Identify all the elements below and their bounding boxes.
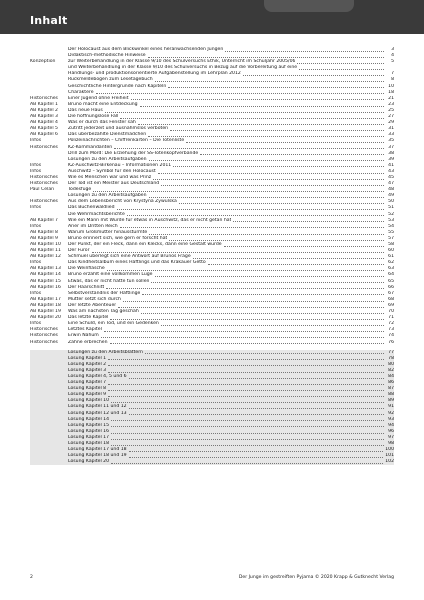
- toc-leader-dots: [161, 325, 384, 326]
- toc-entry-title: Lösung Kapitel 12 und 13: [68, 410, 127, 416]
- toc-entry-title: Lösung Kapitel 3: [68, 367, 107, 373]
- toc-entry-page: 98: [388, 441, 394, 446]
- toc-entry-label: Historisches: [30, 199, 58, 205]
- toc-entry-label: AB Kapitel 9: [30, 235, 58, 241]
- toc-leader-dots: [153, 179, 384, 180]
- toc-leader-dots: [111, 463, 383, 464]
- toc-entry-page: 78: [388, 355, 394, 361]
- toc-entry-title: Todesfuge: [68, 187, 92, 193]
- toc-entry-page: 48: [388, 187, 394, 193]
- toc-leader-dots: [111, 420, 384, 421]
- toc-entry-page: 63: [388, 266, 394, 272]
- toc-leader-dots: [155, 276, 385, 277]
- toc-entry-title: Lösung Kapitel 1: [68, 355, 107, 361]
- toc-entry-label: Infos: [30, 162, 42, 168]
- toc-entry-label: AB Kapitel 20: [30, 315, 61, 321]
- toc-entry-page: 97: [388, 434, 394, 440]
- toc-entry-page: 52: [388, 211, 394, 217]
- toc-entry-title: Lösung Kapitel 4, 5 und 6: [68, 373, 127, 379]
- toc-leader-dots: [141, 313, 384, 314]
- toc-entry-page: 35: [388, 138, 394, 144]
- toc-entry-page: 94: [388, 422, 394, 428]
- toc-entry-title: Drill zum Mord: Die Erziehung der SS-Totenkopfverbände: [68, 150, 199, 156]
- toc-leader-dots: [129, 378, 384, 379]
- toc-entry-page: 92: [388, 410, 394, 416]
- toc-leader-dots: [233, 221, 384, 222]
- toc-entry-title: Das letzte Kapitel: [68, 315, 109, 321]
- toc-entry-title: Lösungen zu den Arbeitsblättern: [68, 349, 143, 355]
- toc-entry-title: Lösung Kapitel 7: [68, 380, 107, 386]
- toc-leader-dots: [149, 197, 385, 198]
- toc-leader-dots: [101, 337, 384, 338]
- toc-entry-title: Lösung Kapitel 10: [68, 398, 110, 404]
- toc-entry-page: 71: [388, 315, 394, 321]
- toc-leader-dots: [117, 209, 384, 210]
- toc-entry-page: 10: [388, 83, 394, 89]
- toc-entry-page: 96: [388, 428, 394, 434]
- toc-entry-page: 73: [388, 327, 394, 333]
- toc-entry[interactable]: [30, 459, 394, 465]
- toc-entry-page: 51: [388, 205, 394, 211]
- toc-entry-title: Das Kindheitsalbum eines Häftlings und das Krakauer Getto: [68, 260, 206, 266]
- toc-entry-title: Lösung Kapitel 14: [68, 416, 110, 422]
- toc-leader-dots: [224, 246, 384, 247]
- toc-leader-dots: [149, 234, 384, 235]
- toc-leader-dots: [111, 439, 384, 440]
- toc-leader-dots: [131, 99, 385, 100]
- toc-entry-title: Etwas, das er nicht hätte tun sollen: [68, 278, 150, 284]
- toc-entry-page: 101: [385, 453, 394, 459]
- toc-entry-title: Erwin Nahum: [68, 333, 99, 339]
- toc-leader-dots: [123, 301, 384, 302]
- toc-leader-dots: [118, 307, 384, 308]
- toc-entry-page: 100: [385, 447, 394, 453]
- toc-entry-label: AB Kapitel 12: [30, 254, 61, 260]
- toc-leader-dots: [114, 148, 384, 149]
- toc-entry-label: Historisches: [30, 339, 58, 345]
- toc-entry-page: 69: [388, 302, 394, 308]
- toc-entry-page: 21: [388, 95, 394, 101]
- toc-leader-dots: [186, 142, 384, 143]
- toc-entry-page: 3: [391, 47, 394, 52]
- toc-entry-label: Infos: [30, 321, 42, 327]
- toc-entry-label: AB Kapitel 17: [30, 296, 61, 302]
- toc-entry-title: Bruno erzählt eine vollkommen Lüge: [68, 272, 153, 278]
- toc-entry-page: 61: [388, 254, 394, 260]
- toc-entry-page: 87: [388, 386, 394, 392]
- toc-entry-title: Lösung Kapitel 18 und 19: [68, 453, 127, 459]
- toc-entry-title: Einer Jugend ohne Freiheit: [68, 95, 129, 101]
- toc-entry-label: AB Kapitel 10: [30, 242, 61, 247]
- toc-entry-page: 70: [388, 309, 394, 315]
- toc-entry-title: Eine Schuld, ein Tod, und ein Gedenken: [68, 321, 159, 327]
- toc-entry-page: 53: [388, 217, 394, 223]
- toc-entry-title: Lösung Kapitel 9: [68, 392, 107, 398]
- toc-entry-label: Infos: [30, 290, 42, 296]
- toc-leader-dots: [110, 319, 384, 320]
- toc-entry-label: Infos: [30, 205, 42, 211]
- toc-entry-title: KZ-Kommandanten: [68, 144, 113, 150]
- toc-leader-dots: [108, 396, 384, 397]
- toc-entry-label: AB Kapitel 15: [30, 278, 61, 284]
- toc-leader-dots: [149, 160, 385, 161]
- toc-entry-title: Selbstverständnis der Häftlinge: [68, 290, 141, 296]
- toc-entry-label: Historisches: [30, 144, 58, 150]
- toc-entry-title: Das Buchenwaldlied: [68, 205, 115, 211]
- toc-leader-dots: [243, 75, 384, 76]
- toc-entry-page: 60: [388, 248, 394, 254]
- toc-leader-dots: [299, 69, 384, 70]
- toc-entry-title: Zutritt jederzeit und ausnahmslos verboten: [68, 126, 169, 132]
- toc-entry-page: 49: [388, 193, 394, 199]
- toc-leader-dots: [120, 118, 384, 119]
- toc-entry-title: Letztes Kapitel: [68, 327, 102, 333]
- toc-leader-dots: [104, 331, 384, 332]
- toc-entry-title: Warum Großmutter hinausstürmte: [68, 229, 148, 235]
- toc-leader-dots: [142, 294, 384, 295]
- toc-entry-title: Aus dem Lebensbericht von Krystyna Żywulska: [68, 199, 177, 205]
- toc-leader-dots: [138, 124, 384, 125]
- toc-entry-page: 54: [388, 223, 394, 229]
- toc-entry-page: 91: [388, 404, 394, 410]
- toc-entry-label: Infos: [30, 223, 42, 229]
- toc-entry-page: 4: [391, 53, 394, 59]
- toc-entry-label: AB Kapitel 16: [30, 284, 61, 290]
- toc-entry-title: Charaktere: [68, 89, 94, 95]
- toc-entry-title: Lösung Kapitel 20: [68, 459, 110, 465]
- toc-entry-page: 5: [391, 59, 394, 65]
- page-footer: [30, 575, 394, 580]
- toc-entry-page: 7: [391, 71, 394, 77]
- toc-entry-label: AB Kapitel 6: [30, 132, 58, 138]
- toc-entry-page: 43: [388, 168, 394, 174]
- toc-leader-dots: [108, 359, 384, 360]
- toc-leader-dots: [173, 166, 384, 167]
- toc-leader-dots: [107, 270, 384, 271]
- toc-leader-dots: [168, 87, 384, 88]
- toc-leader-dots: [200, 154, 384, 155]
- toc-entry-label: AB Kapitel 18: [30, 302, 61, 308]
- toc-entry-page: 64: [388, 272, 394, 278]
- toc-entry-title: Das neue Haus: [68, 107, 103, 113]
- toc-entry-label: Infos: [30, 168, 42, 174]
- toc-entry-title: Lösung Kapitel 11 und 12: [68, 404, 127, 410]
- toc-entry-label: Historisches: [30, 174, 58, 180]
- toc-entry-page: 76: [388, 339, 394, 345]
- toc-entry-page: 57: [388, 235, 394, 241]
- toc-leader-dots: [127, 215, 384, 216]
- table-of-contents: [30, 47, 394, 465]
- toc-entry-title: Geschichtliche Hintergründe nach Kapiteln: [68, 83, 167, 89]
- toc-entry-page: 8: [391, 77, 394, 83]
- toc-entry-title: Lösung Kapitel 17: [68, 434, 110, 440]
- toc-leader-dots: [148, 57, 384, 58]
- toc-entry-title: Lösung Kapitel 2: [68, 361, 107, 367]
- toc-entry-page: 72: [388, 321, 394, 327]
- toc-entry-page: 65: [388, 278, 394, 284]
- toc-entry-page: 37: [388, 144, 394, 150]
- toc-entry-title: zur Weiterbehandlung in der Klasse 9/10 des Schulversuchs Ethik, Unterricht im Schuljahr 2005/06: [68, 59, 296, 65]
- toc-entry-title: KZ-Auschwitz-Birkenau – Informationen 2011: [68, 162, 172, 168]
- toc-entry-title: Mutter setzt sich durch: [68, 296, 121, 302]
- toc-entry-page: 88: [388, 392, 394, 398]
- toc-entry-page: 27: [388, 114, 394, 120]
- toc-leader-dots: [169, 240, 384, 241]
- toc-entry-label: Historisches: [30, 181, 58, 187]
- toc-entry-page: 58: [388, 242, 394, 247]
- toc-entry-page: 80: [388, 361, 394, 367]
- toc-entry-title: Die Wehrmachtsberichte: [68, 211, 125, 217]
- toc-entry-title: Bruno erinnert sich, wie gern er forscht hat: [68, 235, 168, 241]
- toc-leader-dots: [155, 81, 384, 82]
- toc-entry-title: Wie es Menschen war und was Prinz: [68, 174, 152, 180]
- toc-entry-title: Die hoffnungslose Fall: [68, 114, 119, 120]
- toc-leader-dots: [129, 457, 384, 458]
- page-number: 2: [30, 575, 33, 580]
- toc-leader-dots: [129, 414, 384, 415]
- toc-entry-page: 86: [388, 380, 394, 386]
- toc-entry-page: 18: [388, 89, 394, 95]
- toc-entry-page: 39: [388, 156, 394, 162]
- toc-entry-title: Lösungen zu den Arbeitsaufgaben: [68, 193, 147, 199]
- toc-entry-title: Bruno macht eine Entdeckung: [68, 101, 138, 107]
- toc-leader-dots: [179, 203, 384, 204]
- toc-entry-title: Der letzte Abenteuer: [68, 302, 117, 308]
- toc-entry-page: 29: [388, 120, 394, 126]
- toc-leader-dots: [92, 252, 384, 253]
- toc-entry-page: 31: [388, 126, 394, 132]
- toc-entry-title: Der Tod ist ein Meister aus Deutschland: [68, 181, 160, 187]
- toc-entry-title: Zähne erbrechen: [68, 339, 108, 345]
- toc-entry-title: Auschwitz – Symbol für den Holocaust: [68, 168, 156, 174]
- toc-leader-dots: [148, 136, 384, 137]
- toc-entry-title: Handlungs- und produktionsorientierte Aufgabenstellung im Lehrplan 2012: [68, 71, 241, 77]
- toc-entry-page: 45: [388, 174, 394, 180]
- toc-entry-title: Lösung Kapitel 17 und 18: [68, 447, 127, 453]
- toc-entry-page: 82: [388, 367, 394, 373]
- toc-entry-label: AB Kapitel 11: [30, 248, 61, 254]
- toc-entry-title: Der Haarschnitt: [68, 284, 105, 290]
- toc-leader-dots: [151, 282, 384, 283]
- toc-entry-page: 68: [388, 296, 394, 302]
- toc-entry-label: AB Kapitel 1: [30, 101, 58, 107]
- toc-entry-title: Lösung Kapitel 16: [68, 428, 110, 434]
- toc-leader-dots: [208, 264, 384, 265]
- toc-entry-title: Der Furor: [68, 248, 90, 254]
- toc-entry-label: AB Kapitel 7: [30, 217, 58, 223]
- toc-leader-dots: [297, 63, 384, 64]
- toc-entry-label: Historisches: [30, 95, 58, 101]
- toc-entry-label: AB Kapitel 2: [30, 107, 58, 113]
- toc-entry-title: Der Punkt, der ein Fleck, dann ein Klecks, dann eine Gestalt wurde: [68, 242, 222, 247]
- toc-entry-label: AB Kapitel 3: [30, 114, 58, 120]
- toc-leader-dots: [161, 185, 384, 186]
- toc-leader-dots: [108, 384, 384, 385]
- toc-entry-label: AB Kapitel 8: [30, 229, 58, 235]
- footer-credit: Der Junge im gestreiften Pyjama © 2020 Krapp & Gutknecht Verlag: [238, 575, 394, 580]
- toc-entry-label: Infos: [30, 260, 42, 266]
- toc-entry-page: 93: [388, 416, 394, 422]
- toc-entry-title: Wie ein Mann mit Würde für etwas in Auschwitz, das er nicht getan hat: [68, 217, 232, 223]
- toc-entry-title: und Weiterbehandlung in der Klasse 9/10 des Schulversuchs in Bezug auf die Vorbereitung auf eine: [68, 65, 298, 71]
- toc-leader-dots: [170, 130, 384, 131]
- page-title: Inhalt: [30, 14, 68, 27]
- toc-entry-title: Was am nächsten Tag geschah: [68, 309, 139, 315]
- toc-leader-dots: [225, 51, 384, 52]
- toc-entry-label: AB Kapitel 14: [30, 272, 61, 278]
- toc-entry-page: 50: [388, 199, 394, 205]
- toc-entry-page: 89: [388, 398, 394, 404]
- toc-entry-page: 55: [388, 229, 394, 235]
- toc-entry-label: AB Kapitel 19: [30, 309, 61, 315]
- toc-entry-title: Das überbezahlte Dienstmädchen: [68, 132, 147, 138]
- toc-entry-page: 74: [388, 333, 394, 339]
- toc-entry-label: Historisches: [30, 327, 58, 333]
- toc-leader-dots: [120, 227, 384, 228]
- toc-entry-label: AB Kapitel 4: [30, 120, 58, 126]
- toc-entry-label: Paul Celan: [30, 187, 55, 193]
- toc-leader-dots: [106, 288, 384, 289]
- toc-leader-dots: [129, 451, 384, 452]
- toc-entry-label: AB Kapitel 5: [30, 126, 58, 132]
- toc-entry-title: Lösung Kapitel 18: [68, 441, 110, 446]
- toc-entry-page: 84: [388, 373, 394, 379]
- toc-entry-title: Der Holocaust aus dem Blickwinkel eines heranwachsenden Jungen: [68, 47, 224, 52]
- toc-leader-dots: [158, 173, 384, 174]
- toc-entry-label: Konzeption: [30, 59, 56, 65]
- toc-leader-dots: [111, 402, 384, 403]
- toc-entry-page: 102: [385, 459, 394, 465]
- toc-entry-label: Infos: [30, 138, 42, 144]
- toc-entry-title: Didaktisch-methodische Hinweise: [68, 53, 146, 59]
- toc-leader-dots: [111, 433, 384, 434]
- toc-entry-page: 33: [388, 132, 394, 138]
- toc-leader-dots: [140, 106, 384, 107]
- toc-entry-label: Historisches: [30, 333, 58, 339]
- toc-leader-dots: [93, 191, 384, 192]
- toc-entry-page: 77: [388, 349, 394, 355]
- toc-entry-title: Was er durch das Fenster sah: [68, 120, 136, 126]
- toc-entry-page: 25: [388, 107, 394, 113]
- toc-entry-title: Schmuel überlegt sich eine Antwort auf Brunos Frage: [68, 254, 191, 260]
- toc-leader-dots: [193, 258, 384, 259]
- toc-leader-dots: [105, 112, 384, 113]
- toc-leader-dots: [111, 426, 384, 427]
- toc-entry-title: Polizeinachrichten – Chiffrenkarten – Die Totenliste: [68, 138, 185, 144]
- toc-entry-title: Lösungen zu den Arbeitsaufgaben: [68, 156, 147, 162]
- toc-entry-page: 38: [388, 150, 394, 156]
- toc-entry-page: 62: [388, 260, 394, 266]
- toc-leader-dots: [108, 390, 384, 391]
- toc-entry-title: Lösung Kapitel 8: [68, 386, 107, 392]
- toc-leader-dots: [108, 365, 384, 366]
- toc-leader-dots: [96, 93, 384, 94]
- toc-entry-page: 66: [388, 284, 394, 290]
- toc-leader-dots: [145, 353, 384, 354]
- toc-entry-page: 41: [388, 162, 394, 168]
- toc-entry-title: Die Weinflasche: [68, 266, 105, 272]
- toc-leader-dots: [129, 408, 384, 409]
- toc-leader-dots: [110, 343, 385, 344]
- toc-entry-title: Arier im Dritten Reich: [68, 223, 118, 229]
- toc-leader-dots: [111, 445, 384, 446]
- toc-entry-title: Lösung Kapitel 15: [68, 422, 110, 428]
- toc-entry-title: Rückmeldebögen zum Lesetagebuch: [68, 77, 153, 83]
- toc-entry-label: AB Kapitel 13: [30, 266, 61, 272]
- toc-leader-dots: [108, 372, 384, 373]
- toc-entry-page: 47: [388, 181, 394, 187]
- toc-entry-page: 67: [388, 290, 394, 296]
- toc-entry-page: 23: [388, 101, 394, 107]
